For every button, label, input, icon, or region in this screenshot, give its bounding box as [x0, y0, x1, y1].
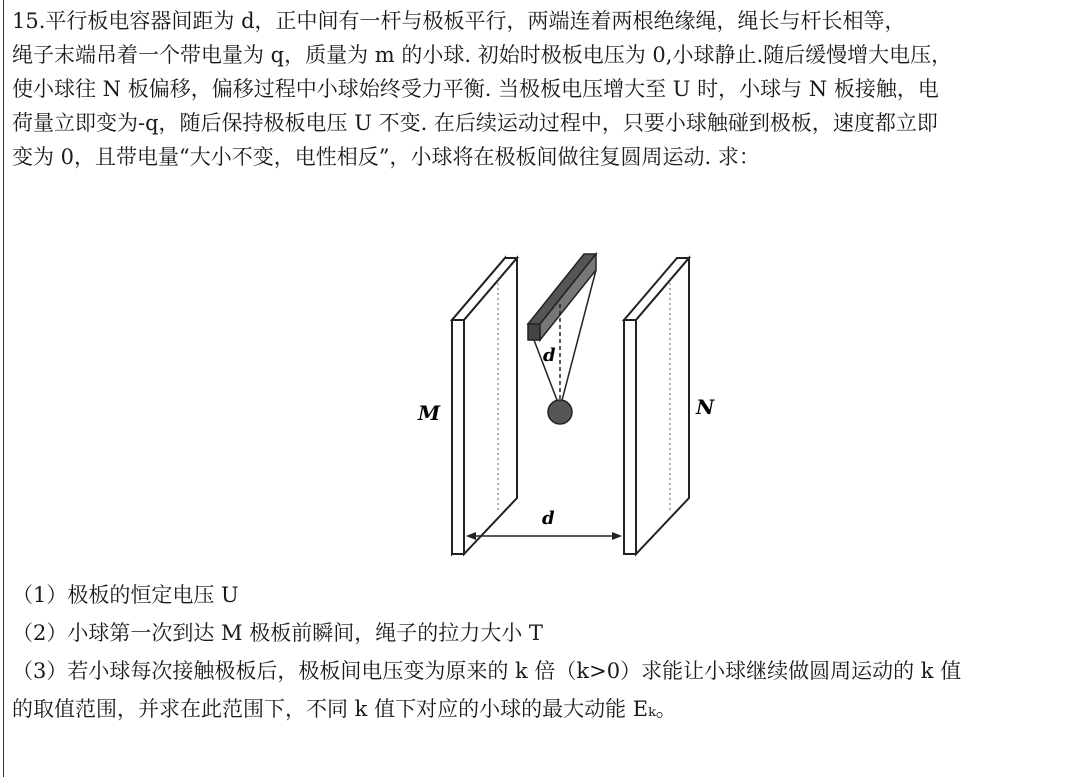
question-3: （3）若小球每次接触极板后，极板间电压变为原来的 k 倍（k>0）求能让小球继续做圆周运动的 k 值: [12, 659, 962, 683]
question-list: [12, 576, 1074, 728]
plate-n: [624, 258, 689, 554]
label-d-gap: d: [542, 508, 555, 529]
left-margin-rule: [3, 0, 4, 777]
problem-line: 变为 0，且带电量“大小不变，电性相反”，小球将在极板间做往复圆周运动. 求：: [12, 145, 760, 169]
label-n: N: [696, 395, 715, 419]
arrow-right-icon: [612, 532, 622, 540]
capacitor-figure: [400, 248, 720, 568]
charged-ball: [548, 400, 572, 424]
problem-line: 15.平行板电容器间距为 d，正中间有一杆与极板平行，两端连着两根绝缘绳，绳长与杆长相等，: [12, 9, 906, 33]
label-d-rope: d: [543, 345, 556, 366]
problem-statement: [12, 4, 1074, 174]
rod: [528, 254, 596, 340]
label-m: M: [418, 401, 441, 425]
problem-line: 绳子末端吊着一个带电量为 q，质量为 m 的小球. 初始时极板电压为 0,小球静止.随后缓慢增大电压，: [12, 43, 953, 67]
question-1: （1）极板的恒定电压 U: [12, 583, 239, 607]
question-3-continued: 的取值范围，并求在此范围下，不同 k 值下对应的小球的最大动能 Eₖ。: [12, 697, 677, 721]
problem-line: 荷量立即变为-q，随后保持极板电压 U 不变. 在后续运动过程中，只要小球触碰到极板，速度都立即: [12, 111, 938, 135]
question-2: （2）小球第一次到达 M 极板前瞬间，绳子的拉力大小 T: [12, 621, 543, 645]
plate-m: [452, 258, 517, 554]
problem-line: 使小球往 N 板偏移，偏移过程中小球始终受力平衡. 当极板电压增大至 U 时，小球与 N 板接触，电: [12, 77, 939, 101]
